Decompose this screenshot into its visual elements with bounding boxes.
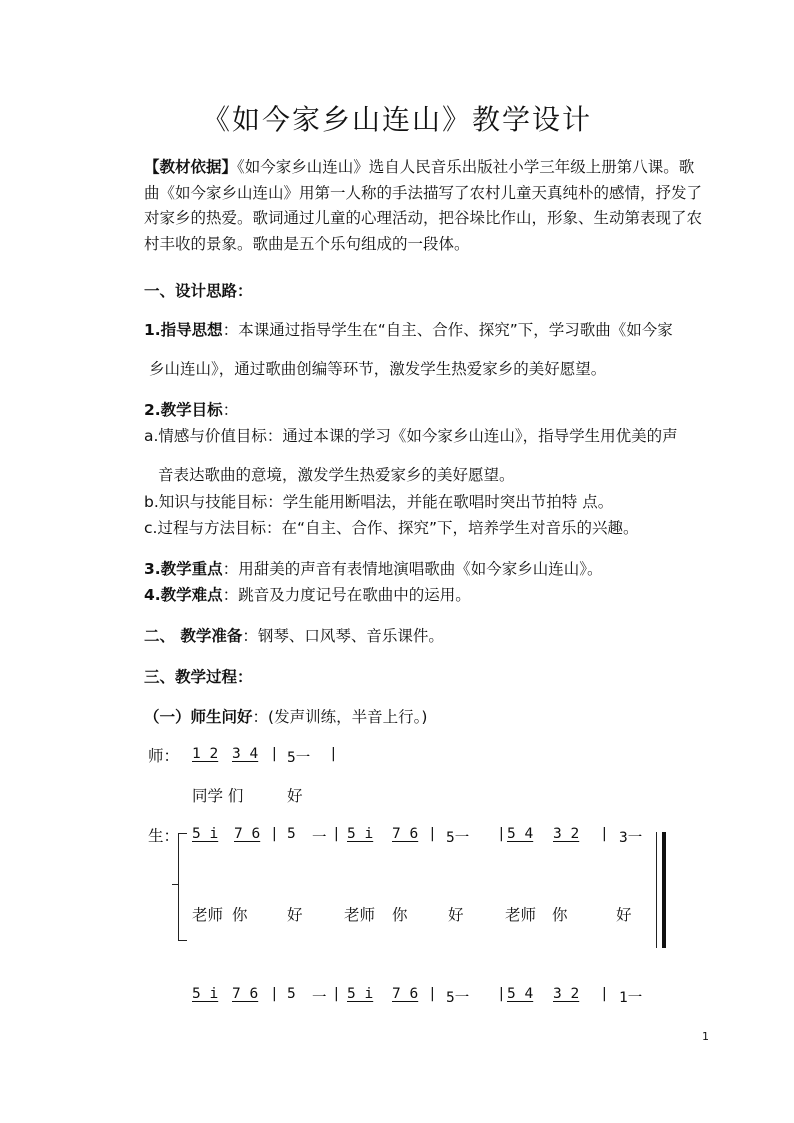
key-point-text: ：用甜美的声音有表情地演唱歌曲《如今家乡山连山》。: [222, 560, 603, 578]
page-title: 《如今家乡山连山》教学设计: [201, 103, 592, 136]
lyric-4: 老师: [344, 906, 376, 924]
row2-note-1: 5 i: [192, 986, 219, 1002]
row1-note-9: 3 2: [553, 826, 580, 842]
teaching-goals-colon: ：: [222, 401, 239, 419]
teacher-bar-1: |: [270, 746, 279, 762]
lyric-6: 好: [448, 906, 464, 924]
row1-bar-4: |: [497, 826, 506, 842]
row2-note-7: 5一: [446, 990, 470, 1006]
sub1-label: （一）师生问好: [144, 708, 253, 726]
basis-line-1: [144, 155, 694, 180]
final-barline-thick: [662, 832, 666, 948]
row2-bar-1: |: [270, 986, 279, 1002]
row2-note-6: 7 6: [392, 986, 419, 1002]
section2-heading: 二、 教学准备: [144, 627, 243, 645]
guiding-idea-line-2: 乡山连山》，通过歌曲创编等环节，激发学生热爱家乡的美好愿望。: [149, 360, 607, 378]
page-number: 1: [702, 1030, 709, 1043]
guiding-idea-label: 1.指导思想: [144, 321, 223, 339]
basis-line-2: 曲《如今家乡山连山》用第一人称的手法描写了农村儿童天真纯朴的感情，抒发了: [144, 184, 703, 202]
teacher-lyric-2: 好: [287, 787, 303, 805]
goal-c: c.过程与方法目标：在“自主、合作、探究”下，培养学生对音乐的兴趣。: [144, 519, 639, 537]
score-brace-tick: [172, 884, 179, 885]
lyric-1: 老师: [192, 906, 224, 924]
difficult-point-text: ：跳音及力度记号在歌曲中的运用。: [222, 586, 471, 604]
lyric-8: 你: [552, 906, 568, 924]
key-point: [144, 557, 602, 582]
row1-bar-1: |: [270, 826, 279, 842]
goal-a-line-1: a.情感与价值目标：通过本课的学习《如今家乡山连山》，指导学生用优美的声: [144, 427, 678, 445]
lyric-5: 你: [392, 906, 408, 924]
lyric-3: 好: [287, 906, 303, 924]
row1-note-2: 7 6: [234, 826, 261, 842]
row1-note-1: 5 i: [192, 826, 219, 842]
basis-line-1-text: 《如今家乡山连山》选自人民音乐出版社小学三年级上册第八课。歌: [237, 158, 695, 176]
row2-bar-5: |: [600, 986, 609, 1002]
guiding-idea-text-1: ：本课通过指导学生在“自主、合作、探究”下，学习歌曲《如今家: [222, 321, 673, 339]
difficult-point-label: 4.教学难点: [144, 586, 223, 604]
row2-note-10: 1一: [619, 990, 643, 1006]
guiding-idea-line-1: [144, 318, 673, 343]
section2-text: ：钢琴、口风琴、音乐课件。: [242, 627, 444, 645]
teaching-goals-label: 2.教学目标: [144, 401, 223, 419]
student-label: 生：: [148, 827, 180, 845]
row1-note-4: 一: [312, 830, 327, 846]
row2-note-3: 5: [287, 986, 296, 1002]
lyric-7: 老师: [505, 906, 537, 924]
row1-bar-2: |: [332, 826, 341, 842]
basis-line-3: 对家乡的热爱。歌词通过儿童的心理活动，把谷垛比作山，形象、生动第表现了农: [144, 209, 703, 227]
row1-note-5: 5 i: [347, 826, 374, 842]
lyric-2: 你: [232, 906, 248, 924]
score-brace: [178, 833, 187, 941]
goal-a-line-2: 音表达歌曲的意境，激发学生热爱家乡的美好愿望。: [158, 466, 515, 484]
row1-note-8: 5 4: [507, 826, 534, 842]
difficult-point: [144, 583, 471, 608]
teacher-note-3: 5一: [287, 750, 311, 766]
teacher-note-1: 1 2: [192, 746, 219, 762]
basis-label: 【教材依据】: [144, 158, 238, 176]
basis-line-4: 村丰收的景象。歌曲是五个乐句组成的一段体。: [144, 235, 470, 253]
lyric-9: 好: [616, 906, 632, 924]
teacher-label: 师：: [148, 747, 180, 765]
key-point-label: 3.教学重点: [144, 560, 223, 578]
section3-heading: 三、教学过程：: [144, 668, 253, 686]
row2-note-2: 7 6: [232, 986, 259, 1002]
section1-heading: 一、设计思路：: [144, 282, 253, 300]
row2-bar-2: |: [332, 986, 341, 1002]
row2-bar-4: |: [497, 986, 506, 1002]
row1-note-7: 5一: [446, 830, 470, 846]
row2-note-4: 一: [312, 990, 327, 1006]
row1-bar-5: |: [600, 826, 609, 842]
row2-note-9: 3 2: [553, 986, 580, 1002]
final-barline-thin: [656, 832, 657, 948]
teacher-lyric-1: 同学 们: [192, 787, 244, 805]
row1-note-6: 7 6: [392, 826, 419, 842]
sub1-text: ：(发声训练，半音上行。): [252, 708, 428, 726]
teacher-bar-2: |: [329, 746, 338, 762]
row2-bar-3: |: [428, 986, 437, 1002]
row1-note-3: 5: [287, 826, 296, 842]
row2-note-5: 5 i: [347, 986, 374, 1002]
row1-note-10: 3一: [619, 830, 643, 846]
row1-bar-3: |: [428, 826, 437, 842]
sub1: [144, 705, 427, 730]
row2-note-8: 5 4: [507, 986, 534, 1002]
teaching-goals-heading: [144, 398, 238, 423]
goal-b: b.知识与技能目标：学生能用断唱法，并能在歌唱时突出节拍特 点。: [144, 493, 614, 511]
teacher-note-2: 3 4: [232, 746, 259, 762]
section2: [144, 624, 444, 649]
